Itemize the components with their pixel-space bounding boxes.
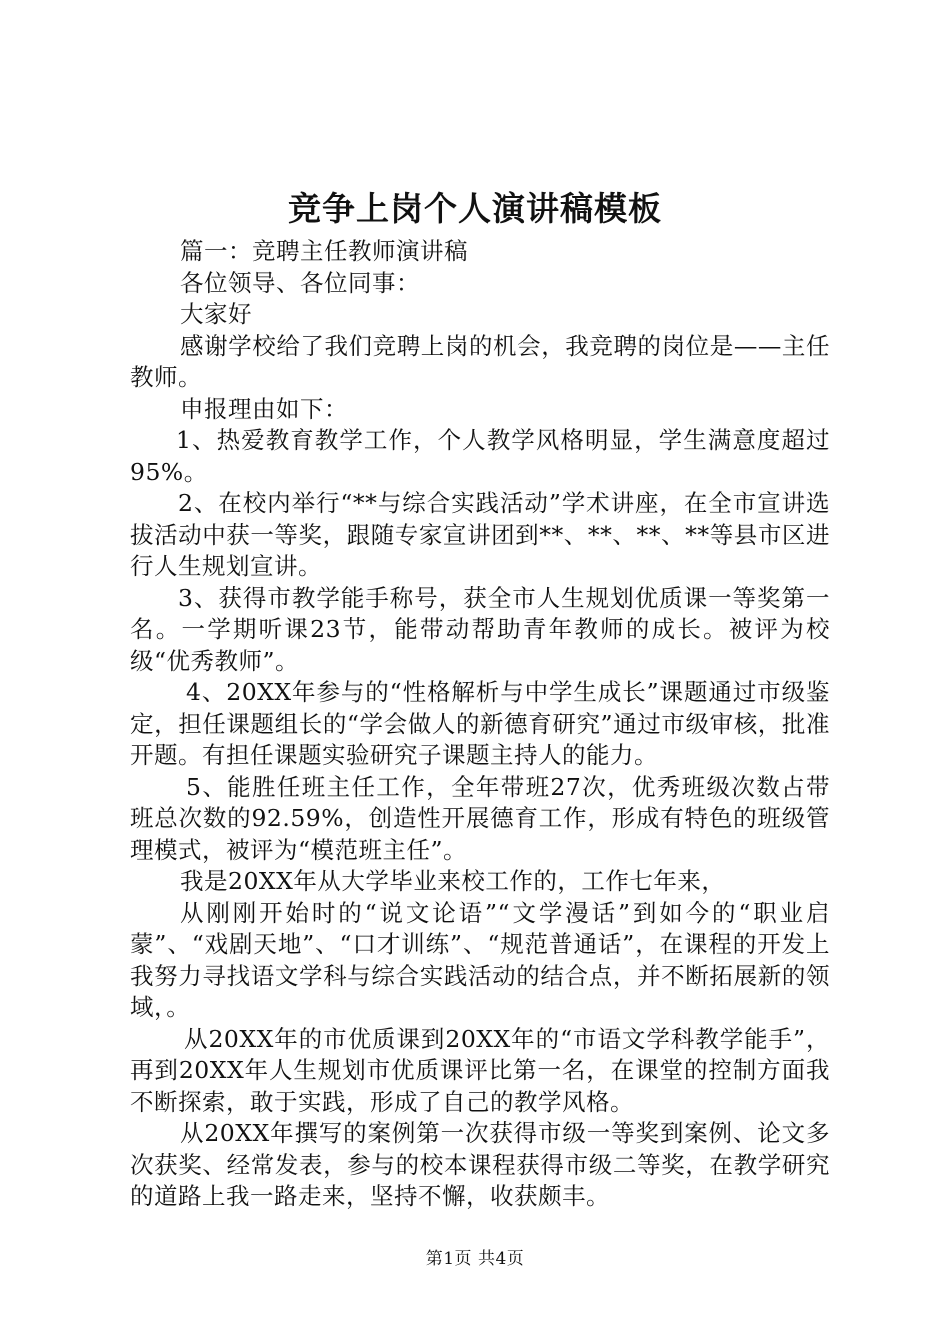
paragraph-research: 从20XX年撰写的案例第一次获得市级一等奖到案例、论文多次获奖、经常发表，参与的校本课程获得市级二等奖，在教学研究的道路上我一路走来，坚持不懈，收获颇丰。: [130, 1119, 830, 1210]
paragraph-curriculum: 从刚刚开始时的“说文论语”“文学漫话”到如今的“职业启蒙”、“戏剧天地”、“口才训练”、“规范普通话”，在课程的开发上我努力寻找语文学科与综合实践活动的结合点，并不断拓展新的领域，。: [130, 898, 830, 1021]
paragraph-reason-1: 1、热爱教育教学工作，个人教学风格明显，学生满意度超过95%。: [130, 426, 830, 486]
paragraph-reason-2: 2、在校内举行“**与综合实践活动”学术讲座，在全市宣讲选拔活动中获一等奖，跟随专家宣讲团到**、**、**、**等县市区进行人生规划宣讲。: [130, 489, 830, 580]
paragraph-section-heading: 篇一：竞聘主任教师演讲稿: [180, 237, 468, 265]
paragraph-reason-5: 5、能胜任班主任工作，全年带班27次，优秀班级次数占带班总次数的92.59%，创造性开展德育工作，形成有特色的班级管理模式，被评为“模范班主任”。: [130, 772, 830, 864]
paragraph-reasons-intro: 申报理由如下：: [180, 394, 348, 423]
document-body: [130, 236, 830, 1213]
paragraph-thanks: 感谢学校给了我们竞聘上岗的机会，我竞聘的岗位是——主任教师。: [130, 331, 830, 391]
paragraph-teaching-style: 从20XX年的市优质课到20XX年的“市语文学科教学能手”，再到20XX年人生规划市优质课评比第一名，在课堂的控制方面我不断探索，敢于实践，形成了自己的教学风格。: [130, 1024, 830, 1116]
paragraph-work-years: 我是20XX年从大学毕业来校工作的，工作七年来，: [180, 867, 726, 895]
document-title: 竞争上岗个人演讲稿模板: [288, 189, 662, 228]
page-number-footer: 第1页 共4页: [425, 1249, 525, 1269]
paragraph-salutation: 各位领导、各位同事：: [180, 268, 420, 297]
paragraph-reason-3: 3、获得市教学能手称号，获全市人生规划优质课一等奖第一名。一学期听课23节，能带动帮助青年教师的成长。被评为校级“优秀教师”。: [130, 583, 830, 675]
paragraph-greeting: 大家好: [180, 300, 252, 328]
paragraph-reason-4: 4、20XX年参与的“性格解析与中学生成长”课题通过市级鉴定，担任课题组长的“学会做人的新德育研究”通过市级审核，批准开题。有担任课题实验研究子课题主持人的能力。: [130, 678, 830, 769]
